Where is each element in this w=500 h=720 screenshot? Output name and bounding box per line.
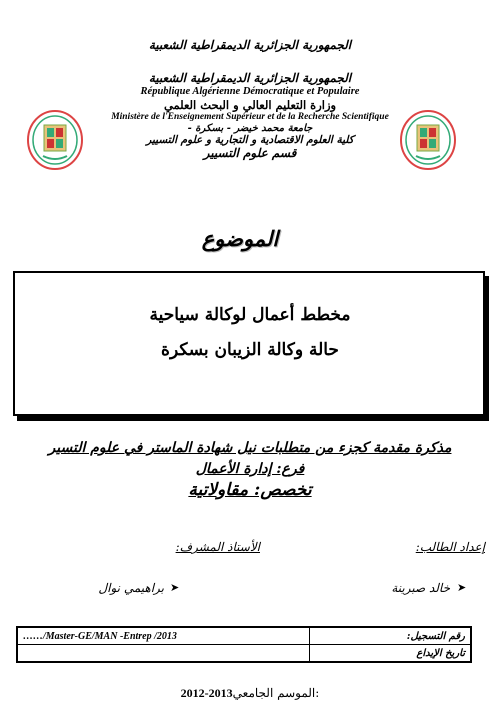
top-republic-line: الجمهورية الجزائرية الديمقراطية الشعبية — [148, 38, 352, 52]
student-label: إعداد الطالب: — [415, 540, 485, 554]
arrow-bullet-icon: ➤ — [170, 581, 180, 594]
arrow-bullet-icon: ➤ — [457, 581, 467, 594]
ministry-name-french: Ministère de l'Enseignement Supérieur et de la Recherche Scientifique — [111, 112, 389, 122]
department-name: قسم علوم التسيير — [203, 146, 297, 160]
university-logo-right — [398, 110, 458, 170]
season-years: 2012-2013 — [180, 686, 233, 700]
supervisor-name: براهيمي نوال — [98, 581, 164, 595]
republic-name-arabic: الجمهورية الجزائرية الديمقراطية الشعبية — [148, 71, 352, 85]
table-row — [17, 645, 471, 663]
supervisor-label: الأستاذ المشرف: — [175, 540, 260, 554]
registration-number-value: ……/Master-GE/MAN -Entrep /2013 — [17, 627, 310, 645]
university-logo-left — [25, 110, 85, 170]
ministry-name-arabic: وزارة التعليم العالي و البحث العلمي — [163, 98, 337, 112]
table-row — [17, 627, 471, 645]
deposit-date-label: تاريخ الإيداع — [310, 645, 472, 663]
season-label: الموسم الجامعي: — [232, 686, 320, 700]
registration-number-label: رقم التسجيل: — [310, 627, 472, 645]
deposit-date-value — [17, 645, 310, 663]
memo-purpose: مذكرة مقدمة كجزء من متطلبات نيل شهادة الماستر في علوم التسير — [48, 440, 452, 456]
republic-name-french: République Algérienne Démocratique et Populaire — [140, 86, 360, 97]
thesis-title-line1: مخطط أعمال لوكالة سياحية — [149, 305, 351, 325]
student-name: خالد صبرينة — [391, 581, 450, 595]
academic-season — [150, 686, 350, 701]
university-name: جامعة محمد خيضر - بسكرة - — [187, 123, 313, 134]
thesis-title-line2: حالة وكالة الزيبان بسكرة — [161, 340, 339, 360]
memo-specialty: تخصص: مقاولاتية — [188, 480, 312, 500]
registration-table — [16, 626, 472, 663]
subject-heading: الموضوع — [201, 226, 279, 251]
memo-branch: فرع: إدارة الأعمال — [195, 461, 305, 477]
faculty-name: كلية العلوم الاقتصادية و التجارية و علوم التسيير — [146, 134, 354, 146]
